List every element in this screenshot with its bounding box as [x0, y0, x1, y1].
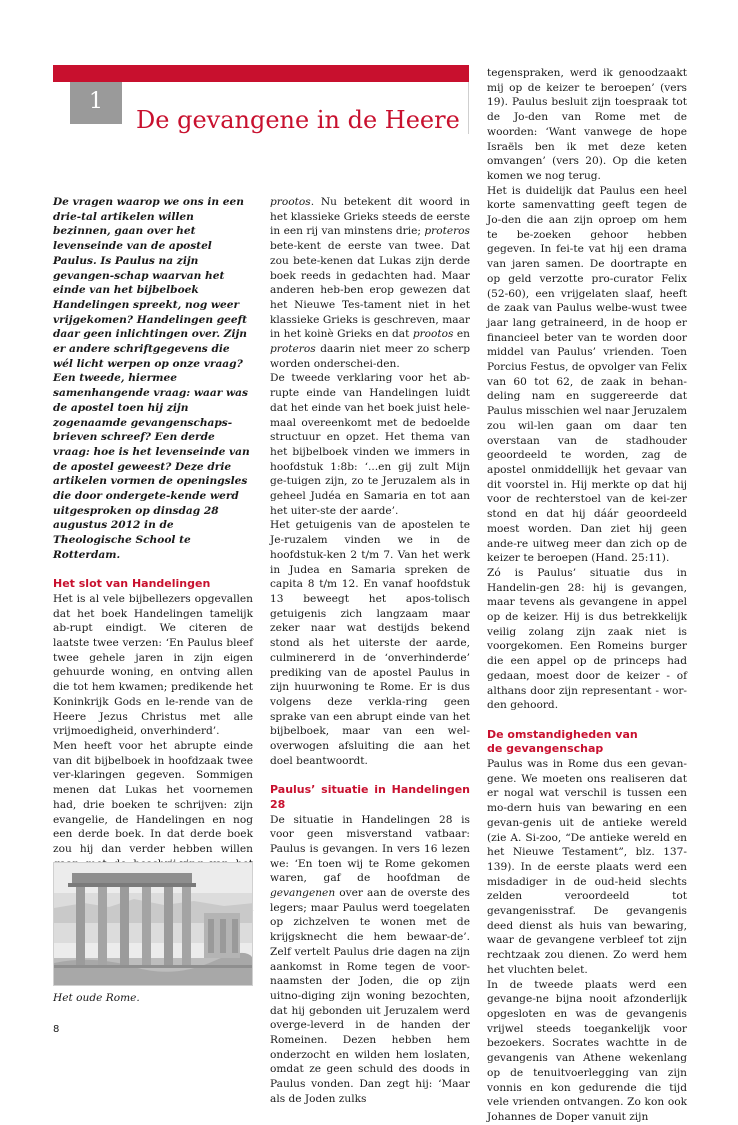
col1-paragraph-2: Men heeft voor het abrupte einde van dit bijbelboek in hoofdzaak twee ver-klaringen gegeven. Sommigen menen dat Lukas het voornemen had, drie boeken te schrijven: zijn evangelie, de Handelingen en nog een derde boek. In dat derde boek zou hij dan verder hebben willen — [53, 740, 253, 855]
col3-paragraph-4: Paulus was in Rome dus een gevan-gene. We moeten ons realiseren dat er nogal wat verschil is tussen een mo-dern huis van bewaring en een gevan-genis uit de antieke wereld (zie A. Si-zoo, “De antieke wereld en het Nieuwe Testament”, blz. 137-139). In de eerste plaats werd een misdadiger in de oud-heid slechts zelden veroordeeld tot gevangenisstraf. De gevangenis deed dienst als huis van bewaring, waar de gevangene verbleef tot zijn rechtzaak zou dienen. Zo werd hem het vluchten belet. — [487, 758, 687, 976]
section-heading-omstandigheden: De omstandigheden van de gevangenschap — [487, 727, 638, 756]
chapter-number: 1 — [70, 82, 122, 124]
col3-paragraph-5: In de tweede plaats werd een gevange-ne bijna nooit afzonderlijk opgesloten en was de gevangenis vrijwel steeds toegankelijk voor bezoekers. Socrates wachtte in de gevangenis van Athene wekenlang op de tenuitvoerlegging van zijn vonnis en kon gedurende die tijd vele vrienden ontvangen. Zo kon ook Johannes de Doper vanuit zijn — [487, 978, 687, 1123]
article-title: De gevangene in de Heere — [136, 106, 460, 134]
section-heading-slot: Het slot van Handelingen — [53, 577, 211, 591]
col1-paragraph-1: Het is al vele bijbellezers opgevallen dat het boek Handelingen tamelijk ab-rupt eindigt. We citeren de laatste twee verzen: ‘En Paulus bleef twee gehele jaren in zijn eigen gehuurde woning, en ontving allen die tot hem kwamen; predikende het Koninkrijk Gods en le-rende van de Heere Jezus Christus met alle vrijmoedigheid, onverhinderd’. — [53, 592, 253, 738]
column-3 — [487, 66, 687, 1125]
col2-paragraph-2: De tweede verklaring voor het ab-rupte einde van Handelingen luidt dat het einde van het boek juist hele-maal overeenkomt met de bedoelde structuur en opzet. Het thema van het bijbelboek vinden we immers in hoofdstuk 1:8b: ‘...en gij zult Mijn ge-tuigen zijn, zo te Jeruzalem als in geheel Judéa en Samaria en tot aan het uiter-ste der aarde’. — [270, 372, 470, 517]
intro-text: De vragen waarop we ons in een drie-tal artikelen willen bezinnen, gaan over het levenseinde van de apostel Paulus. Is Paulus na zijn gevangen-schap waarvan het einde van het bijbelboek Handelingen spreekt, nog weer vrijgekomen? Handelingen geeft daar geen inlichtingen over. Zijn er andere schriftgegevens die wél licht werpen op onze vraag? Een tweede, hiermee samenhangende vraag: waar was de apostel toen hij zijn zogenaamde gevangenschaps-brieven schreef? Een derde vraag: hoe is het levenseinde van de apostel geweest? Deze drie artikelen vormen de openingsles die door ondergete-kende werd uitgesproken op dinsdag 28 augustus 2012 in de Theologische School te Rotterdam. — [53, 196, 250, 561]
column-2 — [270, 195, 470, 1107]
col3-paragraph-3: Zó is Paulus’ situatie dus in Handelin-gen 28: hij is gevangen, maar tevens als gevangene in appel op de keizer. Hij is dus betrekkelijk veilig zolang zijn zaak niet is voorgekomen. Een Romeins burger die een appel op de princeps had gedaan, moest door de keizer - of althans door zijn representant - wor-den gehoord. — [487, 566, 687, 712]
col2-paragraph-4: De situatie in Handelingen 28 is voor geen misverstand vatbaar: Paulus is gevangen. In vers 16 lezen we: ‘En toen wij te Rome gekomen waren, gaf de hoofdman de gevangenen over aan de overste des legers; maar Paulus werd toegelaten op zichzelven te wonen met de krijgsknecht die hem bewaar-de’. Zelf vertelt Paulus drie dagen na zijn aankomst in Rome tegen de voor-naamsten der Joden, die op zijn uitno-diging zijn woning bezochten, dat hij gebonden uit Jeruzalem werd overge-leverd in de handen der Romeinen. Dezen hebben hem onderzocht en wilden hem loslaten, omdat ze geen schuld des doods in Paulus vonden. Dan zegt hij: ‘Maar als de Joden zulks — [270, 813, 470, 1105]
col2-paragraph-1: prootos. Nu betekent dit woord in het klassieke Grieks steeds de eerste in een rij van minstens drie; proteros bete-kent de eerste van twee. Dat zou bete-kenen dat Lukas zijn derde boek reeds in gedachten had. Maar anderen heb-ben erop gewezen dat het Nieuwe Tes-tament niet in het klassieke Grieks is geschreven, maar in het koinè Grieks en dat prootos en proteros daarin niet meer zo scherp worden onderschei-den. — [270, 196, 471, 370]
photo-ancient-rome — [53, 862, 253, 986]
photo-caption: Het oude Rome. — [53, 992, 140, 1004]
section-heading-situatie: Paulus’ situatie in Handelingen 28 — [270, 783, 470, 811]
col2-paragraph-3: Het getuigenis van de apostelen te Je-ruzalem vinden we in de hoofdstuk-ken 2 t/m 7. Van het werk in Judea en Samaria spreken de capita 8 t/m 12. En vanaf hoofdstuk 13 beweegt het apos-tolisch getuigenis zich langzaam maar zeker naar wat destijds bekend stond als het uiterste der aarde, culminererd in de ‘onverhinderde’ prediking van de apostel Paulus in zijn huurwoning te Rome. Er is dus volgens deze verkla-ring geen sprake van een abrupt einde van het bijbelboek, maar van een wel-overwogen afsluiting die aan het doel beantwoordt. — [270, 519, 470, 767]
page-number: 8 — [53, 1024, 60, 1035]
header-red-bar — [53, 65, 469, 82]
column-1 — [53, 195, 253, 960]
col3-paragraph-2: Het is duidelijk dat Paulus een heel korte samenvatting geeft tegen de Jo-den die aan zijn oproep om hem te be-zoeken gehoor hebben gegeven. In fei-te vat hij een drama van jaren samen. De doortrapte en op geld verzotte pro-curator Felix (52-60), een vrijgelaten slaaf, heeft de zaak van Paulus welbe-wust twee jaar lang getraineerd, in de hoop er financieel beter van te worden door middel van Paulus’ vrienden. Toen Porcius Festus, de opvolger van Felix van 60 tot 62, de zaak in behan-deling nam en suggereerde dat Paulus misschien wel naar Jeruzalem zou wil-len gaan om daar ten overstaan van de stadhouder geoordeeld te worden, zag de apostel onmiddellijk het gevaar van dit voorstel in. Hij merkte op dat hij voor de rechterstoel van de kei-zer stond en dat hij dáár geoordeeld moest worden. Dan ziet hij geen ande-re uitweg meer dan zich op de keizer te beroepen (Hand. 25:11). — [487, 184, 687, 565]
ruins-illustration — [54, 863, 253, 986]
col3-paragraph-1: tegenspraken, werd ik genoodzaakt mij op de keizer te beroepen’ (vers 19). Paulus besluit zijn toespraak tot de Jo-den van Rome met de woorden: ‘Want vanwege de hope Israëls ben ik met deze keten omvangen’ (vers 20). Op die keten komen we nog terug. — [487, 67, 687, 182]
